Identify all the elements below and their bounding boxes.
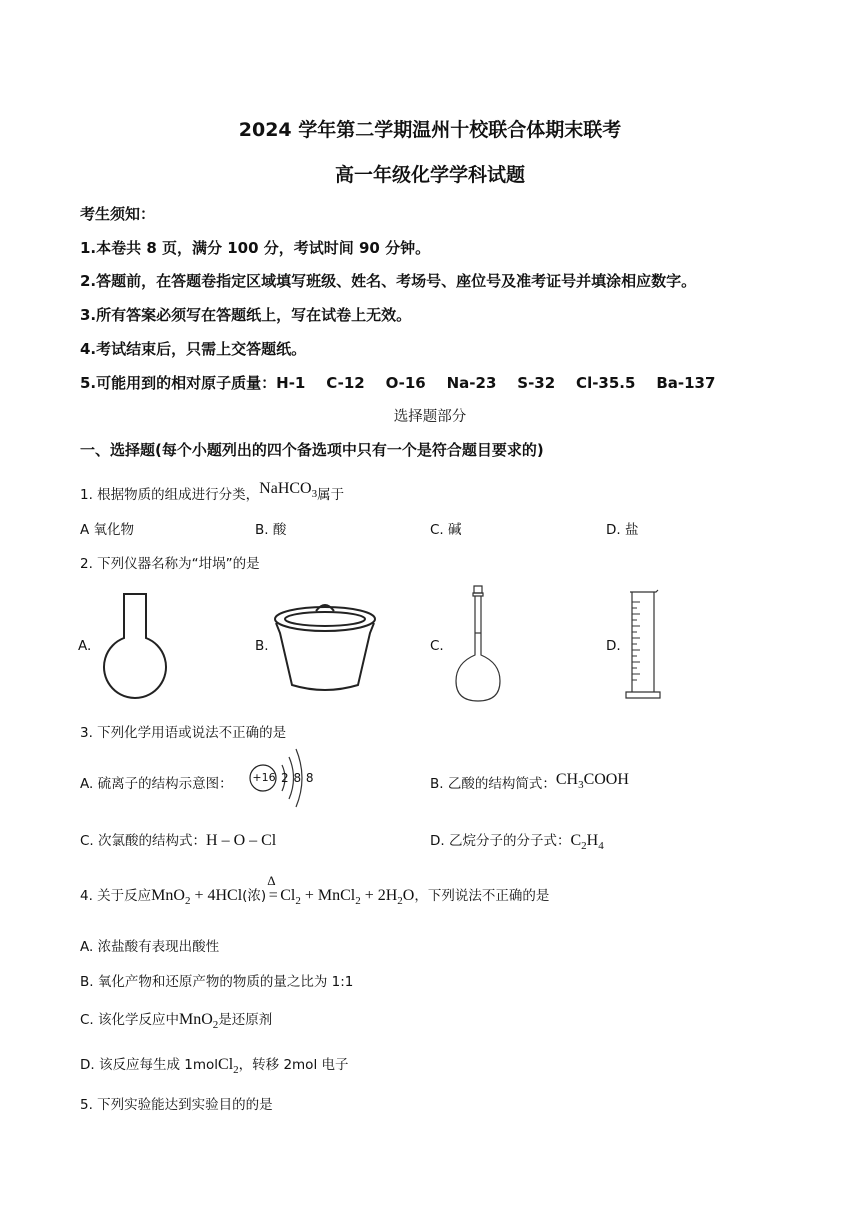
part-title: 选择题部分 (393, 409, 467, 425)
volumetric-flask-icon (452, 583, 504, 705)
q4-c-pre: C. 该化学反应中 (80, 1012, 180, 1028)
q2-label-a: A. (78, 638, 92, 654)
q4-d-post: ，转移 2mol 电子 (238, 1057, 349, 1073)
q4-option-c (80, 1008, 272, 1031)
q4-prefix: 4. 关于反应 (80, 888, 152, 904)
q4-option-b: B. 氧化产物和还原产物的物质的量之比为 1:1 (80, 974, 354, 990)
notice-item-5: 5.可能用到的相对原子质量：H-1 C-12 O-16 Na-23 S-32 Cl-35.5 Ba-137 (80, 374, 716, 392)
q1-formula (259, 480, 318, 501)
q1-prefix: 1. 根据物质的组成进行分类， (80, 487, 260, 503)
q1-formula-sub: 3 (311, 488, 318, 501)
q4-eq-delta: Δ (267, 873, 276, 888)
q4-equation (151, 873, 415, 908)
q4-suffix: ，下列说法不正确的是 (414, 888, 550, 904)
q3-b-f2: COOH (583, 771, 629, 788)
q3-option-c-formula: H – O – Cl (206, 832, 277, 849)
question-2: 2. 下列仪器名称为“坩埚”的是 (80, 556, 260, 572)
q4-eq-left: MnO (151, 887, 185, 904)
q3-option-c-text: C. 次氯酸的结构式： (80, 833, 207, 849)
q4-eq-r2: + MnCl (300, 887, 356, 904)
q2-label-b: B. (255, 638, 269, 654)
notice-item-4: 4.考试结束后，只需上交答题纸。 (80, 340, 307, 358)
q2-label-d: D. (606, 638, 621, 654)
section-heading: 一、选择题(每个小题列出的四个备选项中只有一个是符合题目要求的) (80, 441, 544, 459)
q4-eq-equals: = (268, 887, 278, 904)
q4-eq-r3-sub: 2 (397, 895, 403, 908)
q3-d-f2: H (586, 832, 599, 849)
round-bottom-flask-icon (95, 590, 175, 702)
exam-title: 2024 学年第二学期温州十校联合体期末联考 (238, 119, 622, 141)
q3-option-a: A. 硫离子的结构示意图： (80, 776, 233, 792)
q4-eq-r3b: O (402, 887, 415, 904)
notice-item-3: 3.所有答案必须写在答题纸上，写在试卷上无效。 (80, 306, 412, 324)
notice-item-1: 1.本卷共 8 页，满分 100 分，考试时间 90 分钟。 (80, 239, 431, 257)
q3-b-s1: 3 (578, 779, 584, 792)
q4-eq-r1: Cl (280, 887, 296, 904)
q3-option-b-text: B. 乙酸的结构简式： (430, 776, 556, 792)
q1-formula-main: NaHCO (259, 480, 312, 497)
q3-d-s1: 2 (581, 840, 587, 853)
notice-item-2: 2.答题前，在答题卷指定区域填写班级、姓名、考场号、座位号及准考证号并填涂相应数字。 (80, 272, 697, 290)
q1-suffix: 属于 (317, 487, 345, 503)
q3-d-s2: 4 (598, 840, 604, 853)
q1-option-c: C. 碱 (430, 522, 462, 538)
q4-d-s: 2 (233, 1064, 239, 1077)
q4-d-f: Cl (218, 1056, 234, 1073)
graduated-cylinder-icon (622, 588, 666, 702)
q4-eq-r2-sub: 2 (355, 895, 361, 908)
q1-option-b: B. 酸 (255, 522, 287, 538)
q2-label-c: C. (430, 638, 444, 654)
q3-option-b (430, 772, 629, 795)
question-3: 3. 下列化学用语或说法不正确的是 (80, 725, 287, 741)
question-1 (80, 480, 345, 506)
crucible-icon (270, 597, 380, 695)
q4-eq-sign (266, 873, 280, 905)
q1-option-d: D. 盐 (606, 522, 639, 538)
q4-c-formula (179, 1011, 219, 1032)
q3-d-f1: C (570, 832, 582, 849)
question-5: 5. 下列实验能达到实验目的的是 (80, 1097, 273, 1113)
q3-nucleus: +16 (252, 771, 276, 784)
q4-eq-conc: (浓) (242, 888, 267, 904)
q3-shells: 2 8 8 (281, 771, 314, 785)
notice-heading: 考生须知： (80, 205, 156, 223)
q3-option-c (80, 829, 276, 850)
q4-c-post: 是还原剂 (218, 1012, 273, 1028)
q4-option-d (80, 1053, 349, 1076)
q4-eq-r1-sub: 2 (295, 895, 301, 908)
q4-c-s: 2 (212, 1019, 219, 1032)
exam-subtitle: 高一年级化学学科试题 (334, 164, 525, 186)
q4-eq-r3: + 2H (360, 887, 398, 904)
q4-option-a: A. 浓盐酸有表现出酸性 (80, 939, 220, 955)
q1-option-a: A 氧化物 (80, 522, 135, 538)
q4-eq-plus: + 4HCl (190, 887, 243, 904)
q4-eq-left-sub: 2 (184, 895, 191, 908)
q3-b-f1: CH (555, 771, 579, 788)
q3-option-d (430, 829, 604, 852)
q4-c-f: MnO (179, 1011, 213, 1028)
q3-option-d-formula (570, 832, 604, 853)
q3-option-b-formula (555, 771, 629, 792)
q4-d-pre: D. 该反应每生成 1mol (80, 1057, 219, 1073)
q3-option-d-text: D. 乙烷分子的分子式： (430, 833, 571, 849)
question-4 (80, 873, 550, 908)
q4-d-formula (218, 1056, 239, 1077)
